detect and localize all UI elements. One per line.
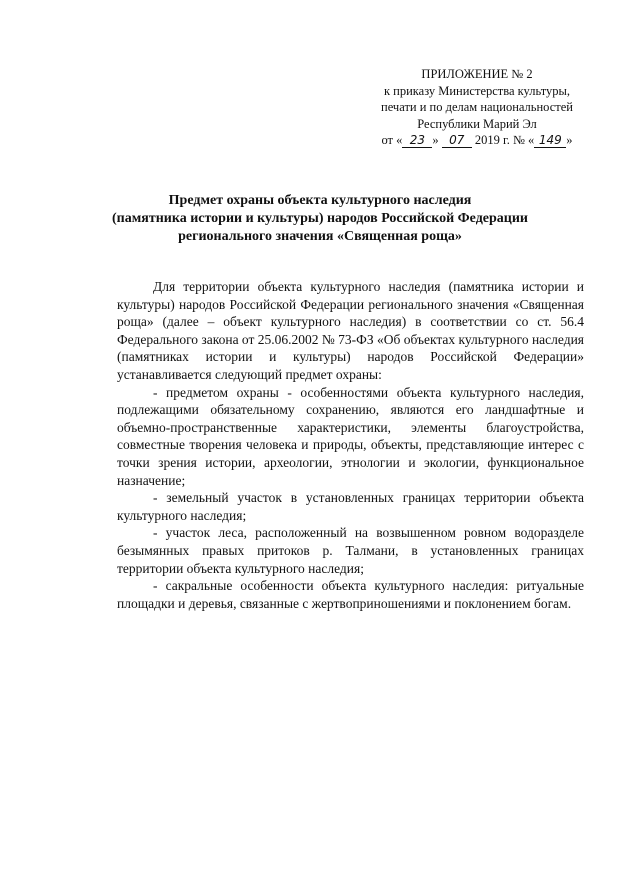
- annex-heading: ПРИЛОЖЕНИЕ № 2: [421, 67, 533, 81]
- annex-line-3: Республики Марий Эл: [417, 116, 537, 131]
- document-body: [117, 278, 584, 612]
- annex-line-2: печати и по делам национальностей: [381, 100, 573, 114]
- date-prefix: от «: [381, 133, 403, 147]
- date-end: »: [566, 133, 573, 147]
- document-title: [100, 192, 540, 246]
- list-item: - земельный участок в установленных границах территории объекта культурного наследия;: [117, 490, 584, 523]
- title-line-2: (памятника истории и культуры) народов Российской Федерации: [112, 211, 528, 226]
- annex-line-1: к приказу Министерства культуры,: [383, 83, 571, 98]
- date-month-handwritten: 07: [442, 134, 472, 148]
- date-year-suffix: 2019 г. № «: [474, 133, 535, 147]
- title-line-1: Предмет охраны объекта культурного наследия: [168, 193, 472, 208]
- list-item: - предметом охраны - особенностями объекта культурного наследия, подлежащими обязательному сохранению, являются его ландшафтные и объемно-пространственные характеристики, элементы благоустройства, совместные творения человека и природы, объекты, представляющие интерес с точки зрения истории, археологии, этнологии и экологии, функциональное назначение;: [117, 384, 584, 488]
- annex-date-line: [372, 132, 582, 149]
- list-item: - участок леса, расположенный на возвышенном ровном водоразделе безымянных правых притоков р. Талмани, в установленных границах территории объекта культурного наследия;: [117, 525, 584, 576]
- list-item: - сакральные особенности объекта культурного наследия: ритуальные площадки и деревья, связанные с жертвоприношениями и поклонением богам.: [117, 578, 584, 611]
- date-separator: »: [432, 133, 439, 147]
- order-number-handwritten: 149: [534, 134, 566, 148]
- date-day-handwritten: 23: [402, 134, 432, 148]
- intro-paragraph: Для территории объекта культурного наследия (памятника истории и культуры) народов Российской Федерации регионального значения «Священная роща» (далее – объект культурного наследия) в соответствии со ст. 56.4 Федерального закона от 25.06.2002 № 73-ФЗ «Об объектах культурного наследия (памятниках истории и культуры) народов Российской Федерации» устанавливается следующий предмет охраны:: [117, 279, 585, 382]
- title-line-3: регионального значения «Священная роща»: [178, 229, 462, 244]
- annex-block: [372, 66, 582, 149]
